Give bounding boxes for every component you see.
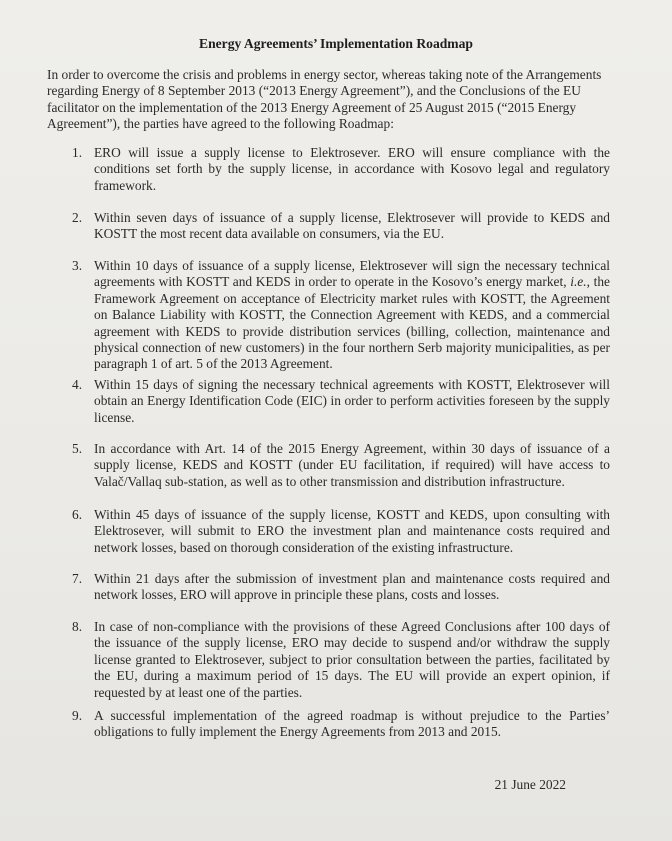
- list-item-number: 9.: [72, 708, 83, 723]
- list-item-text-part: , the Framework Agreement on acceptance of Electricity market rules with KOSTT, the Agreement on Balance Liability with KOSTT, the Connection Agreement with KEDS, and a commercial agreement with KEDS to provide distribution services (billing, collection, maintenance and physical connection of new customers) in the four northern Serb majority municipalities, as per paragraph 1 of art. 5 of the 2013 Agreement.: [94, 274, 610, 372]
- list-item-text: Within 15 days of signing the necessary technical agreements with KOSTT, Elektrosever will obtain an Energy Identification Code (EIC) in order to perform activities foreseen by the supply license.: [94, 377, 610, 425]
- document-title: Energy Agreements’ Implementation Roadmap: [199, 36, 473, 51]
- list-item-number: 2.: [72, 210, 83, 225]
- ie-abbreviation: i.e.: [570, 274, 587, 290]
- list-item-number: 3.: [72, 258, 83, 273]
- list-item-number: 8.: [72, 619, 83, 634]
- list-item-number: 6.: [72, 507, 83, 522]
- document-date: 21 June 2022: [494, 777, 566, 792]
- list-item-number: 1.: [72, 145, 83, 160]
- list-item-number: 7.: [72, 571, 83, 586]
- list-item-text: ERO will issue a supply license to Elektrosever. ERO will ensure compliance with the conditions set forth by the supply license, in accordance with Kosovo legal and regulatory framework.: [94, 145, 610, 193]
- intro-paragraph: In order to overcome the crisis and problems in energy sector, whereas taking note of the Arrangements regarding Energy of 8 September 2013 (“2013 Energy Agreement”), and the Conclusions of the EU facilitator on the implementation of the 2013 Energy Agreement of 25 August 2015 (“2015 Energy Agreement”), the parties have agreed to the following Roadmap:: [47, 67, 602, 132]
- list-item-text: Within 45 days of issuance of the supply license, KOSTT and KEDS, upon consulting with Elektrosever, will submit to ERO the investment plan and maintenance costs required and network losses, based on thorough consideration of the existing infrastructure.: [94, 507, 610, 555]
- list-item-text: A successful implementation of the agreed roadmap is without prejudice to the Parties’ obligations to fully implement the Energy Agreements from 2013 and 2015.: [94, 708, 610, 740]
- list-item-number: 4.: [72, 377, 83, 392]
- list-item-text: Within 21 days after the submission of investment plan and maintenance costs required and network losses, ERO will approve in principle these plans, costs and losses.: [94, 571, 610, 603]
- list-item-text: In accordance with Art. 14 of the 2015 Energy Agreement, within 30 days of issuance of a supply license, KEDS and KOSTT (under EU facilitation, if required) will have access to Valač/Vallaq sub-station, as well as to other transmission and distribution infrastructure.: [94, 441, 610, 489]
- list-item-text: Within seven days of issuance of a supply license, Elektrosever will provide to KEDS and KOSTT the most recent data available on consumers, via the EU.: [94, 210, 610, 242]
- list-item-text-part: Within 10 days of issuance of a supply license, Elektrosever will sign the necessary technical agreements with KOSTT and KEDS in order to operate in the Kosovo’s energy market,: [94, 258, 610, 290]
- list-item-text: [94, 258, 610, 373]
- list-item-number: 5.: [72, 441, 83, 456]
- list-item-text: In case of non-compliance with the provisions of these Agreed Conclusions after 100 days of the issuance of the supply license, ERO may decide to suspend and/or withdraw the supply license granted to Elektrosever, subject to prior consultation between the parties, facilitated by the EU, during a maximum period of 15 days. The EU will provide an expert opinion, if requested by at least one of the parties.: [94, 619, 610, 700]
